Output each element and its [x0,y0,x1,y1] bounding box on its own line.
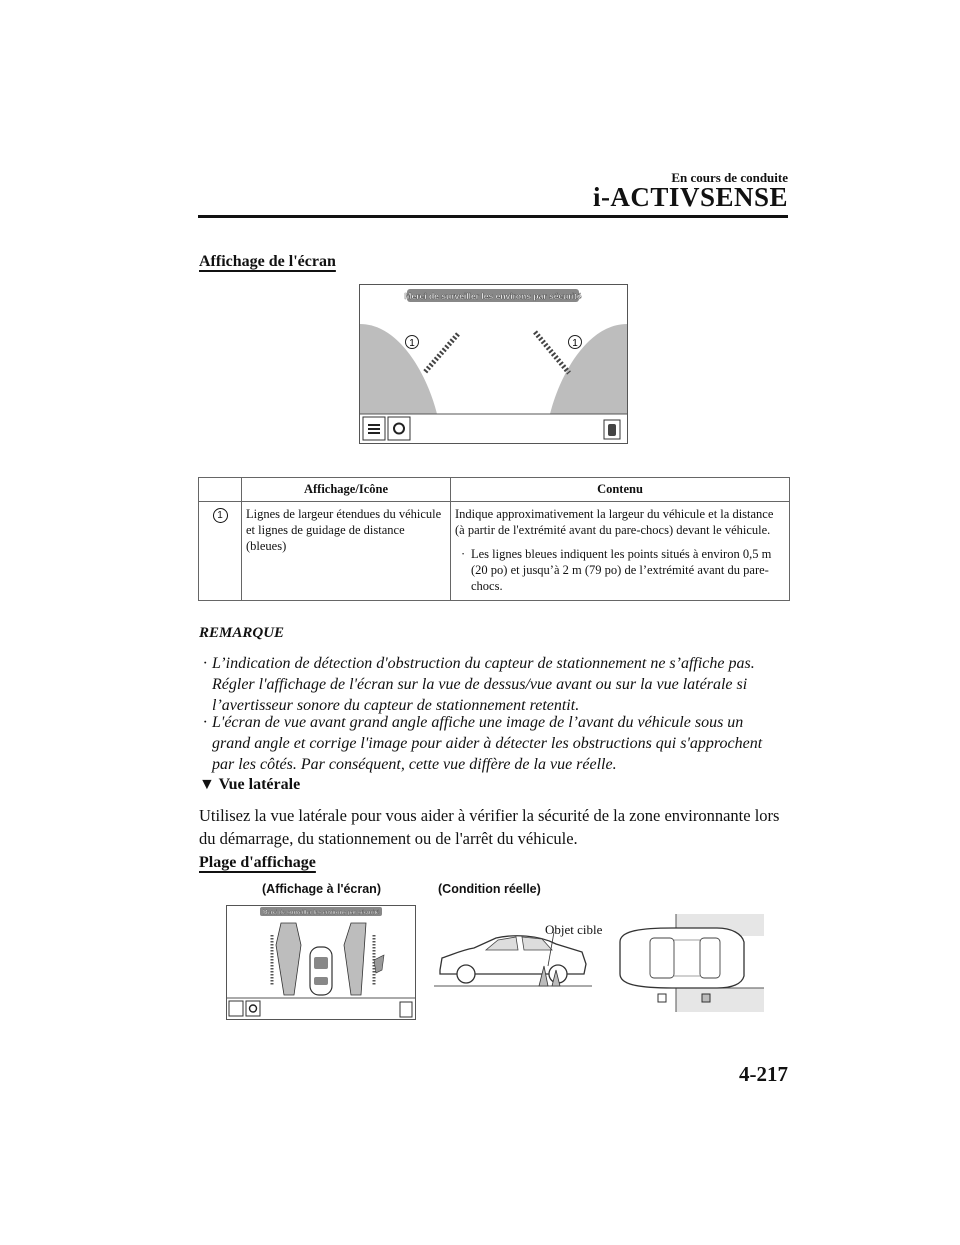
lower-zone [676,988,764,1012]
table-header-display: Affichage/Icône [242,478,451,502]
header-divider [198,215,788,218]
callout-number: 1 [213,508,228,523]
table-header-row [199,478,790,502]
info-table [198,477,790,601]
front-view-screen-illustration [359,284,628,444]
settings-gear-icon[interactable] [388,417,410,440]
target-object-top-2 [702,994,710,1002]
side-view-paragraph: Utilisez la vue latérale pour vous aider à vérifier la sécurité de la zone environnante lors du démarrage, du stationnement ou de l'arrêt du véhicule. [199,806,780,848]
content-bullet-text: Les lignes bleues indiquent les points situés à environ 0,5 m (20 po) et jusqu’à 2 m (79 po) de l’extrémité avant du pare-chocs. [471,547,772,593]
side-view-heading-text: Vue latérale [218,776,301,793]
side-warning-banner-text: Merci de surveiller les environs par sécurité [262,910,380,916]
caption-screen: (Affichage à l'écran) [262,882,381,896]
table-header-empty [199,478,242,502]
remarque-item-text: L'écran de vue avant grand angle affiche une image de l’avant du véhicule sous un grand angle et corrige l'image pour aider à détecter les obstructions qui s'approchent par les côtés. Par conséquent, cette vue diffère de la vue réelle. [212,714,763,773]
warning-banner-text: Merci de surveiller les environs par sécurité [404,291,582,301]
section-header: En cours de conduite [671,170,788,185]
side-car-sensor-icon [400,1002,412,1017]
triangle-marker-icon: ▼ [199,776,215,793]
callout-right: 1 [572,338,578,349]
caption-real: (Condition réelle) [438,882,541,896]
page-number: 4-217 [739,1062,788,1086]
side-settings-gear-icon[interactable] [246,1001,260,1016]
side-view-heading [199,776,300,794]
content-text: Indique approximativement la largeur du véhicule et la distance (à partir de l'extrémité avant du pare-chocs) devant le véhicule. [455,507,774,537]
table-row [199,502,790,601]
range-heading: Plage d'affichage [199,854,316,871]
real-condition-side-illustration [434,930,592,990]
remarque-title: REMARQUE [199,625,285,641]
table-header-content: Contenu [451,478,790,502]
vehicle-top-view-real [620,928,744,988]
vehicle-top-view [310,947,332,995]
side-view-screen-illustration [226,905,416,1020]
target-object-top-1 [658,994,666,1002]
display-heading: Affichage de l'écran [199,253,336,270]
table-cell-display: Lignes de largeur étendues du véhicule et lignes de guidage de distance (bleues) [242,502,451,601]
remarque-item: · L’indication de détection d'obstruction du capteur de stationnement ne s’affiche pas. Régler l'affichage de l'écran sur la vue de dessus/vue avant ou sur la vue latérale si l’avertisseur sonore du capteur de stationnement retentit. [203,653,783,716]
table-cell-content [451,502,790,601]
side-view-switch-icon[interactable] [229,1001,243,1016]
chapter-title: i-ACTIVSENSE [592,182,788,212]
remarque-item: · L'écran de vue avant grand angle affiche une image de l’avant du véhicule sous un grand angle et corrige l'image pour aider à détecter les obstructions qui s'approchent par les côtés. Par conséquent, cette vue diffère de la vue réelle. [203,712,783,775]
content-bullet: · Les lignes bleues indiquent les points situés à environ 0,5 m (20 po) et jusqu’à 2 m (79 po) de l’extrémité avant du pare-chocs. [455,546,785,594]
table-cell-number [199,502,242,601]
real-condition-top-illustration [612,912,764,1020]
callout-left: 1 [409,338,415,349]
remarque-item-text: L’indication de détection d'obstruction du capteur de stationnement ne s’affiche pas. Régler l'affichage de l'écran sur la vue de dessus/vue avant ou sur la vue latérale si l’avertisseur sonore du capteur de stationnement retentit. [212,655,755,714]
target-label: Objet cible [545,922,603,937]
